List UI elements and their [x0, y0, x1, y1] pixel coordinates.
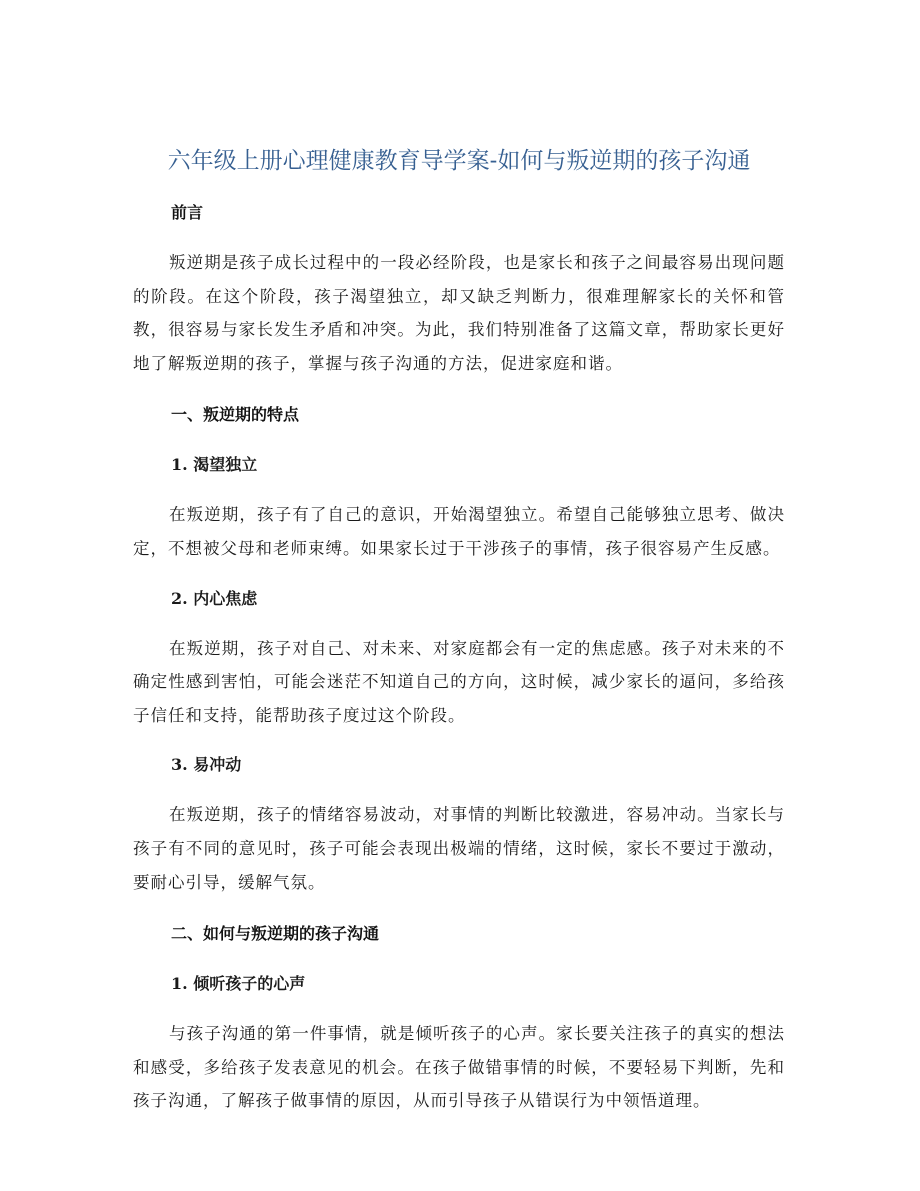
subheading-listen: 1. 倾听孩子的心声: [171, 974, 306, 994]
preface-paragraph: 叛逆期是孩子成长过程中的一段必经阶段，也是家长和孩子之间最容易出现问题的阶段。在这个阶段，孩子渴望独立，却又缺乏判断力，很难理解家长的关怀和管教，很容易与家长发生矛盾和冲突。为此，我们特别准备了这篇文章，帮助家长更好地了解叛逆期的孩子，掌握与孩子沟通的方法，促进家庭和谐。: [133, 253, 785, 373]
subheading-inner-anxiety: 2. 内心焦虑: [171, 588, 258, 608]
document-title: 六年级上册心理健康教育导学案-如何与叛逆期的孩子沟通: [167, 147, 751, 173]
paragraph-listen: 与孩子沟通的第一件事情，就是倾听孩子的心声。家长要关注孩子的真实的想法和感受，多给孩子发表意见的机会。在孩子做错事情的时候，不要轻易下判断，先和孩子沟通，了解孩子做事情的原因，从而引导孩子从错误行为中领悟道理。: [133, 1024, 785, 1111]
paragraph-impulsive: 在叛逆期，孩子的情绪容易波动，对事情的判断比较激进，容易冲动。当家长与孩子有不同的意见时，孩子可能会表现出极端的情绪，这时候，家长不要过于激动，要耐心引导，缓解气氛。: [133, 805, 785, 892]
section-heading-characteristics: 一、叛逆期的特点: [171, 405, 300, 425]
document-page: [133, 140, 785, 1118]
paragraph-desire-independence: 在叛逆期，孩子有了自己的意识，开始渴望独立。希望自己能够独立思考、做决定，不想被父母和老师束缚。如果家长过于干涉孩子的事情，孩子很容易产生反感。: [133, 505, 785, 558]
section-heading-communication: 二、如何与叛逆期的孩子沟通: [171, 924, 380, 944]
subheading-desire-independence: 1. 渴望独立: [171, 455, 258, 475]
section-heading-preface: 前言: [171, 203, 204, 222]
paragraph-inner-anxiety: 在叛逆期，孩子对自己、对未来、对家庭都会有一定的焦虑感。孩子对未来的不确定性感到害怕，可能会迷茫不知道自己的方向，这时候，减少家长的逼问，多给孩子信任和支持，能帮助孩子度过这个阶段。: [133, 638, 785, 725]
subheading-impulsive: 3. 易冲动: [171, 755, 242, 775]
